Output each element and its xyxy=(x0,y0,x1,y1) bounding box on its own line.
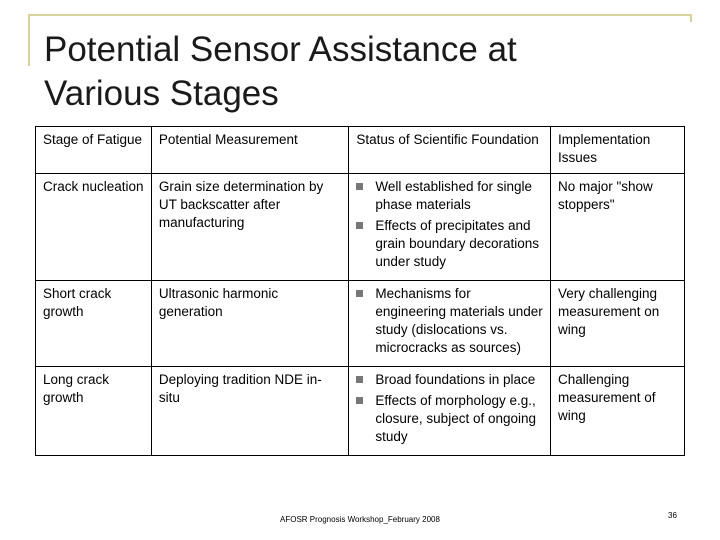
list-item xyxy=(356,178,543,214)
table-header-row xyxy=(36,127,685,174)
slide-frame-left-line xyxy=(28,14,30,66)
square-bullet-icon xyxy=(356,397,363,404)
header-stage: Stage of Fatigue xyxy=(36,127,152,174)
square-bullet-icon xyxy=(356,376,363,383)
cell-stage: Short crack growth xyxy=(36,281,152,367)
header-issues: Implementation Issues xyxy=(550,127,684,174)
bullet-text: Well established for single phase materials xyxy=(375,179,532,212)
list-item xyxy=(356,392,543,446)
cell-measurement: Deploying tradition NDE in-situ xyxy=(151,367,349,456)
bullet-text: Broad foundations in place xyxy=(375,372,536,387)
slide-title xyxy=(44,28,684,116)
cell-status xyxy=(349,281,551,367)
bullet-text: Mechanisms for engineering materials under study (dislocations vs. microcracks as sources) xyxy=(375,286,543,355)
slide-frame-top-line xyxy=(28,14,692,16)
cell-status xyxy=(349,174,551,281)
table-row xyxy=(36,367,685,456)
list-item xyxy=(356,285,543,357)
slide-title-line-2: Various Stages xyxy=(44,74,279,113)
list-item xyxy=(356,371,543,389)
cell-stage: Crack nucleation xyxy=(36,174,152,281)
fatigue-stages-table xyxy=(35,126,685,456)
cell-stage: Long crack growth xyxy=(36,367,152,456)
square-bullet-icon xyxy=(356,290,363,297)
bullet-text: Effects of precipitates and grain boundary decorations under study xyxy=(375,218,540,269)
cell-issues: No major "show stoppers" xyxy=(550,174,684,281)
cell-issues: Challenging measurement of wing xyxy=(550,367,684,456)
cell-measurement: Ultrasonic harmonic generation xyxy=(151,281,349,367)
slide-title-line-1: Potential Sensor Assistance at xyxy=(44,30,517,69)
header-status: Status of Scientific Foundation xyxy=(349,127,551,174)
square-bullet-icon xyxy=(356,222,363,229)
page-number: 36 xyxy=(668,511,677,520)
cell-status xyxy=(349,367,551,456)
table-row xyxy=(36,174,685,281)
cell-measurement: Grain size determination by UT backscatter after manufacturing xyxy=(151,174,349,281)
footer-text: AFOSR Prognosis Workshop_February 2008 xyxy=(280,515,440,524)
square-bullet-icon xyxy=(356,183,363,190)
status-bullet-list xyxy=(356,178,543,271)
slide-frame-right-tick xyxy=(690,14,692,22)
list-item xyxy=(356,217,543,271)
status-bullet-list xyxy=(356,285,543,357)
table-row xyxy=(36,281,685,367)
cell-issues: Very challenging measurement on wing xyxy=(550,281,684,367)
header-measurement: Potential Measurement xyxy=(151,127,349,174)
status-bullet-list xyxy=(356,371,543,446)
bullet-text: Effects of morphology e.g., closure, subject of ongoing study xyxy=(375,393,537,444)
